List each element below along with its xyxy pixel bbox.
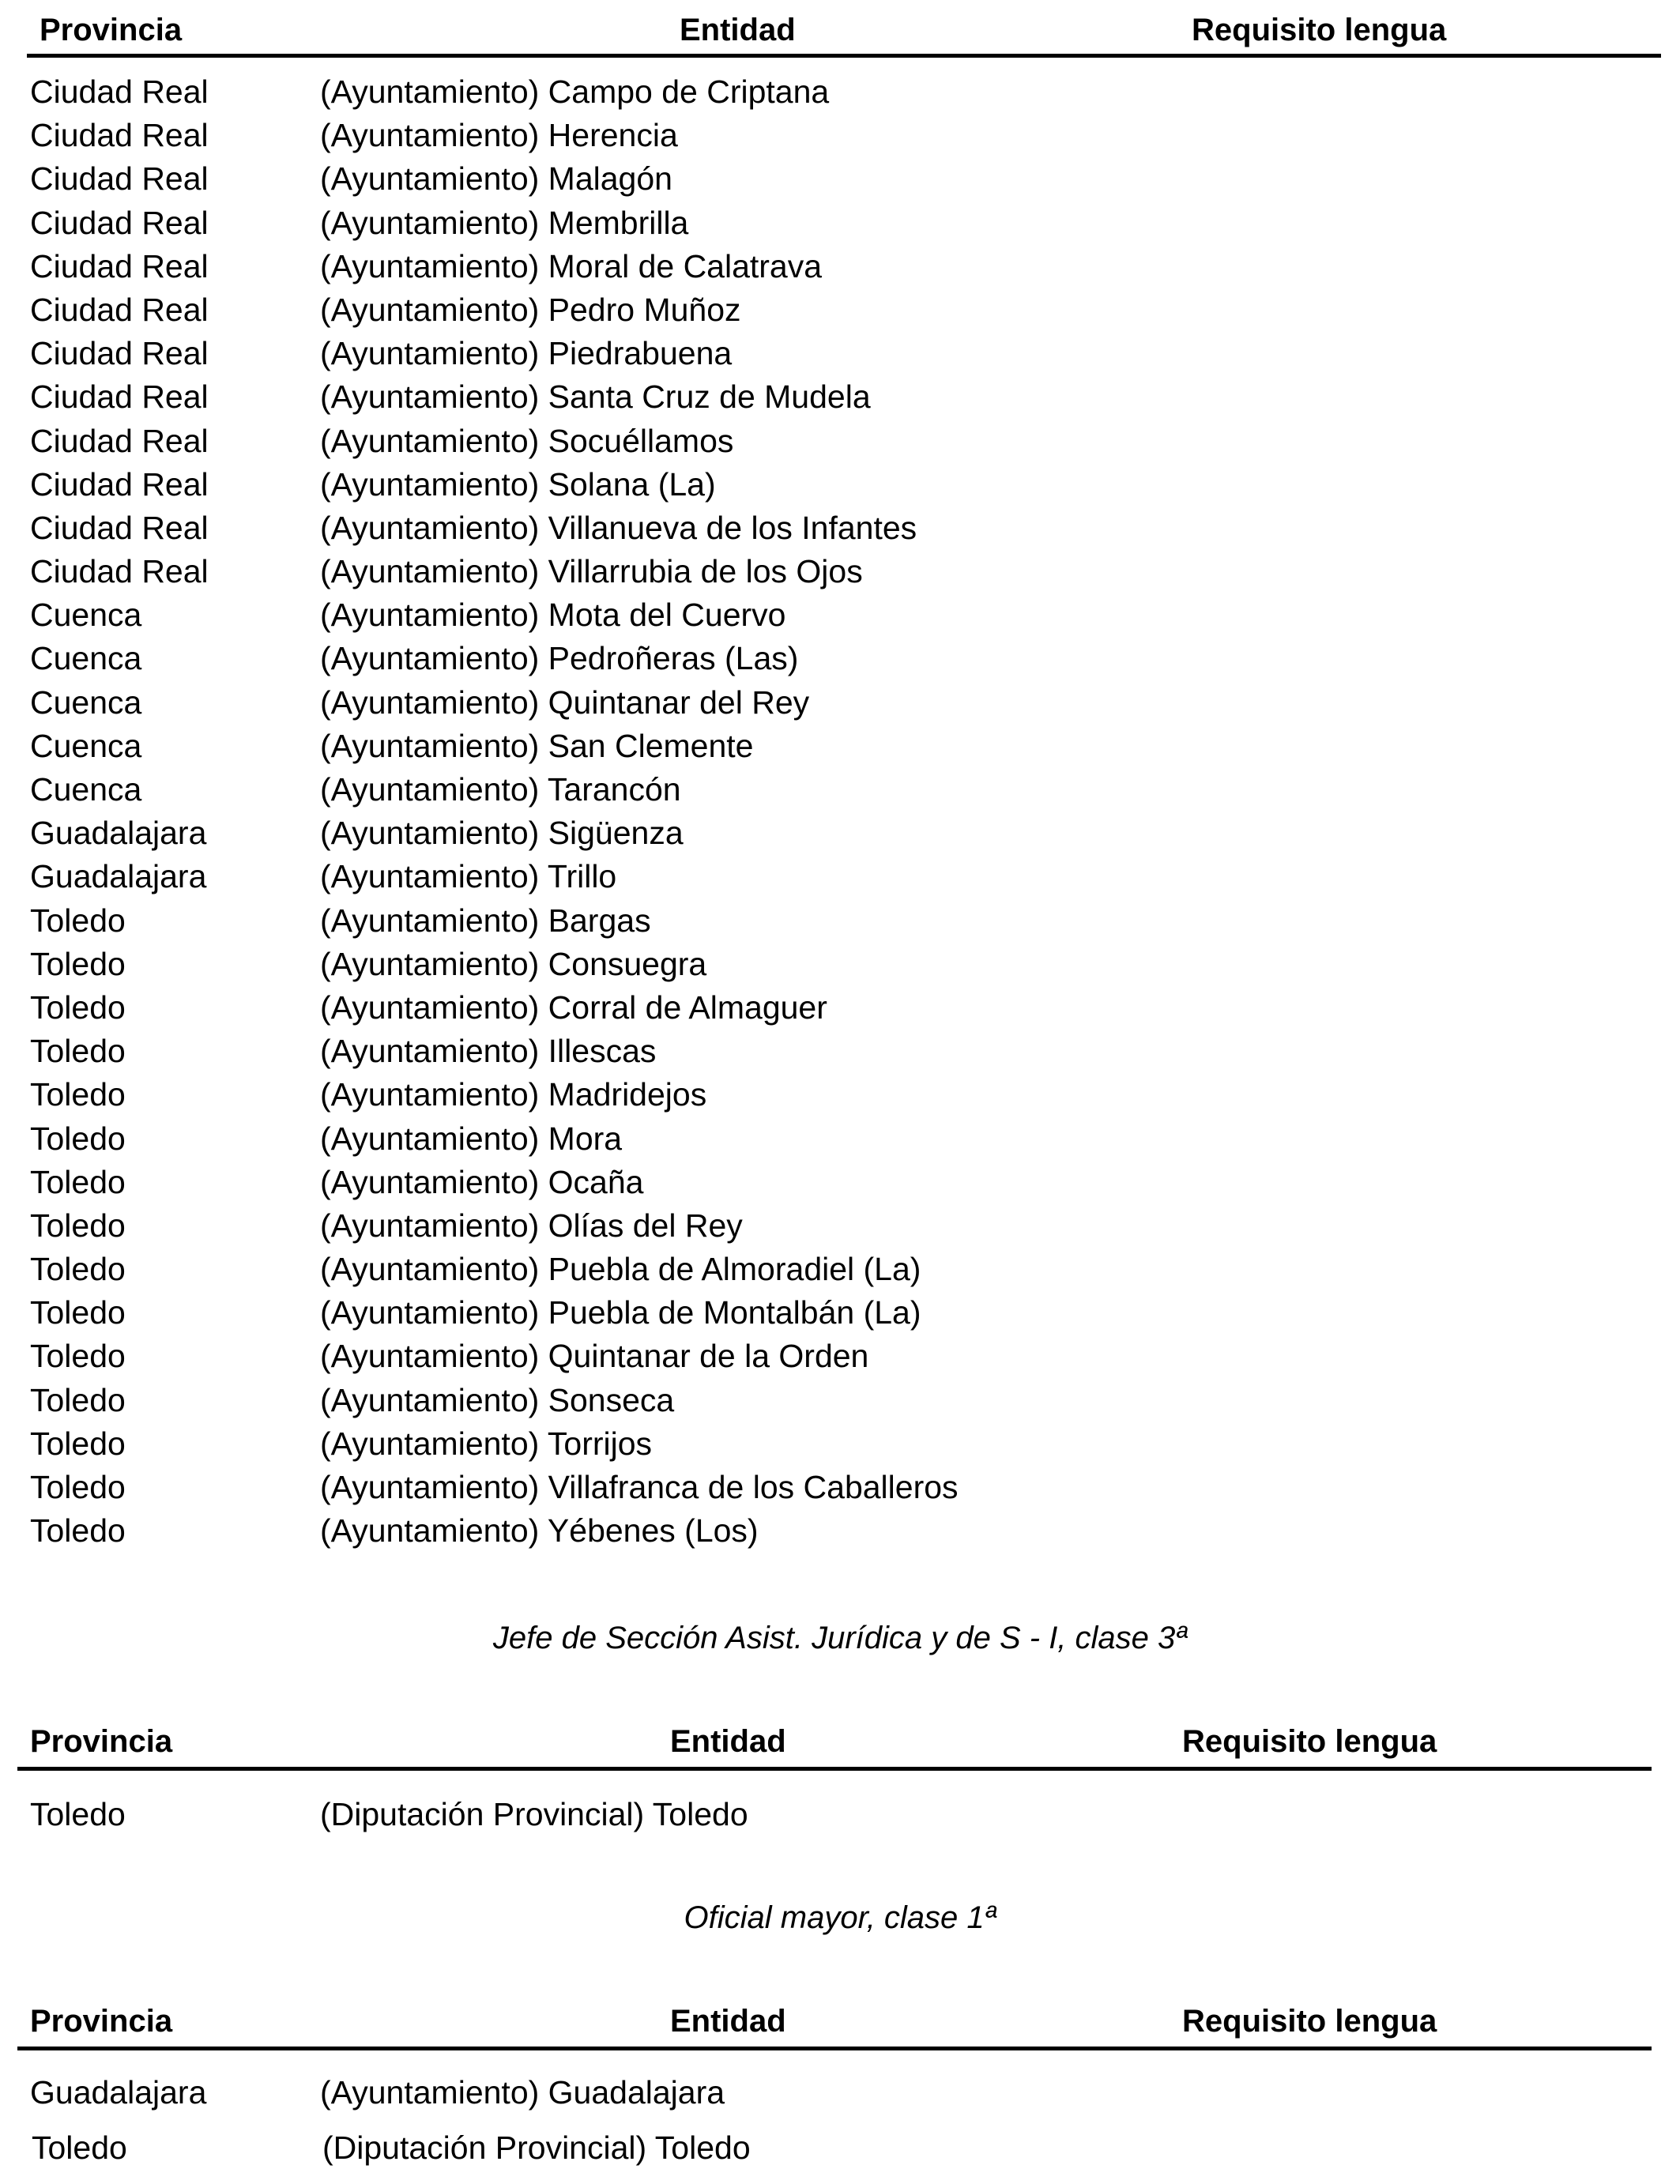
cell-entidad: (Ayuntamiento) Bargas <box>320 902 651 939</box>
cell-provincia: Ciudad Real <box>30 160 209 198</box>
header-rule <box>27 54 1661 58</box>
cell-entidad: (Ayuntamiento) Socuéllamos <box>320 422 734 459</box>
table-row <box>30 375 1680 419</box>
section-title: Jefe de Sección Asist. Jurídica y de S - I, clase 3ª <box>492 1621 1188 1655</box>
table-row <box>30 332 1680 375</box>
cell-entidad: (Ayuntamiento) Pedro Muñoz <box>320 291 741 328</box>
cell-provincia: Cuenca <box>30 683 142 721</box>
table-row <box>30 1422 1680 1466</box>
cell-provincia: Guadalajara <box>30 815 207 852</box>
table-row <box>30 1466 1680 1509</box>
table-row <box>30 899 1680 943</box>
table-row <box>30 70 1680 114</box>
cell-provincia: Ciudad Real <box>30 553 209 590</box>
table-row <box>30 1073 1680 1116</box>
cell-provincia: Ciudad Real <box>30 422 209 459</box>
header-rule <box>17 2047 1652 2050</box>
table-row <box>30 768 1680 811</box>
table-row <box>30 855 1680 898</box>
cell-entidad: (Ayuntamiento) Sonseca <box>320 1381 675 1418</box>
cell-provincia: Toledo <box>30 1381 126 1418</box>
cell-provincia: Ciudad Real <box>30 204 209 241</box>
column-header-provincia: Provincia <box>30 1724 173 1759</box>
cell-entidad: (Ayuntamiento) Membrilla <box>320 204 689 241</box>
cell-provincia: Toledo <box>30 1207 126 1244</box>
table-row <box>30 593 1680 637</box>
column-header-requisito: Requisito lengua <box>1192 13 1447 47</box>
table-row <box>30 157 1680 201</box>
table-row <box>30 114 1680 157</box>
cell-entidad: (Ayuntamiento) Malagón <box>320 160 672 198</box>
cell-entidad: (Ayuntamiento) Quintanar del Rey <box>320 683 810 721</box>
cell-entidad: (Ayuntamiento) Solana (La) <box>320 465 716 503</box>
cell-entidad: (Ayuntamiento) Torrijos <box>320 1425 653 1462</box>
cell-entidad: (Ayuntamiento) Trillo <box>320 858 617 895</box>
table-row <box>30 506 1680 550</box>
cell-provincia: Toledo <box>30 945 126 982</box>
table-row <box>30 1030 1680 1073</box>
cell-entidad: (Ayuntamiento) San Clemente <box>320 727 754 764</box>
column-header-provincia: Provincia <box>30 2004 173 2039</box>
cell-provincia: Ciudad Real <box>30 73 209 110</box>
table-row <box>30 550 1680 593</box>
cell-entidad: (Ayuntamiento) Campo de Criptana <box>320 73 830 110</box>
table-row <box>30 725 1680 768</box>
cell-entidad: (Ayuntamiento) Sigüenza <box>320 815 684 852</box>
table-row <box>30 288 1680 332</box>
cell-provincia: Toledo <box>30 1251 126 1288</box>
cell-entidad: (Ayuntamiento) Consuegra <box>320 945 707 982</box>
cell-entidad: (Ayuntamiento) Puebla de Montalbán (La) <box>320 1294 921 1331</box>
cell-entidad: (Ayuntamiento) Piedrabuena <box>320 335 733 372</box>
table-row <box>30 1291 1680 1335</box>
cell-provincia: Cuenca <box>30 597 142 634</box>
cell-entidad: (Ayuntamiento) Moral de Calatrava <box>320 247 823 284</box>
column-header-requisito: Requisito lengua <box>1182 2004 1437 2039</box>
cell-provincia: Toledo <box>30 1294 126 1331</box>
table-row <box>30 1248 1680 1291</box>
cell-entidad: (Ayuntamiento) Pedroñeras (Las) <box>320 640 799 677</box>
cell-entidad: (Ayuntamiento) Villanueva de los Infantes <box>320 509 917 546</box>
cell-provincia: Cuenca <box>30 640 142 677</box>
cell-entidad: (Ayuntamiento) Madridejos <box>320 1076 707 1113</box>
cell-entidad: (Ayuntamiento) Quintanar de la Orden <box>320 1338 869 1375</box>
cell-provincia: Ciudad Real <box>30 465 209 503</box>
cell-entidad: (Ayuntamiento) Illescas <box>320 1033 657 1070</box>
table-row <box>30 1161 1680 1204</box>
cell-provincia: Ciudad Real <box>30 247 209 284</box>
table-row <box>30 637 1680 680</box>
column-header-entidad: Entidad <box>670 2004 786 2039</box>
column-header-entidad: Entidad <box>680 13 796 47</box>
cell-provincia: Ciudad Real <box>30 509 209 546</box>
cell-provincia: Toledo <box>30 1425 126 1462</box>
cell-entidad: (Ayuntamiento) Tarancón <box>320 771 681 808</box>
table-row <box>30 811 1680 855</box>
table-body <box>30 70 1680 1553</box>
table-row <box>30 1117 1680 1161</box>
table-row <box>30 986 1680 1030</box>
cell-provincia: Ciudad Real <box>30 291 209 328</box>
cell-provincia: Cuenca <box>30 727 142 764</box>
table-row <box>30 1509 1680 1553</box>
table-row <box>30 681 1680 725</box>
table-row <box>30 1379 1680 1422</box>
table-row <box>30 245 1680 288</box>
cell-entidad: (Diputación Provincial) Toledo <box>320 1796 748 1832</box>
cell-provincia: Toledo <box>30 988 126 1026</box>
cell-provincia: Ciudad Real <box>30 378 209 416</box>
cell-provincia: Toledo <box>30 1163 126 1200</box>
table-row <box>30 463 1680 506</box>
cell-entidad: (Ayuntamiento) Ocaña <box>320 1163 644 1200</box>
table-row <box>30 1204 1680 1248</box>
cell-provincia: Toledo <box>30 1033 126 1070</box>
cell-provincia: Toledo <box>30 1469 126 1505</box>
cell-entidad: (Ayuntamiento) Villafranca de los Caballeros <box>320 1469 959 1505</box>
cell-entidad: (Ayuntamiento) Santa Cruz de Mudela <box>320 378 871 416</box>
cell-entidad: (Ayuntamiento) Mota del Cuervo <box>320 597 786 634</box>
column-header-requisito: Requisito lengua <box>1182 1724 1437 1759</box>
cell-provincia: Ciudad Real <box>30 117 209 154</box>
cell-provincia: Cuenca <box>30 771 142 808</box>
cell-provincia: Toledo <box>30 902 126 939</box>
cell-provincia: Toledo <box>30 1796 126 1832</box>
cell-entidad: (Diputación Provincial) Toledo <box>322 2129 751 2166</box>
cell-provincia: Guadalajara <box>30 858 207 895</box>
cell-provincia: Toledo <box>30 1512 126 1550</box>
cell-entidad: (Ayuntamiento) Yébenes (Los) <box>320 1512 759 1550</box>
cell-entidad: (Ayuntamiento) Guadalajara <box>320 2074 725 2111</box>
cell-entidad: (Ayuntamiento) Corral de Almaguer <box>320 988 827 1026</box>
cell-provincia: Toledo <box>30 1120 126 1157</box>
table-row <box>30 201 1680 245</box>
table-row <box>30 1335 1680 1378</box>
cell-entidad: (Ayuntamiento) Olías del Rey <box>320 1207 743 1244</box>
cell-entidad: (Ayuntamiento) Mora <box>320 1120 623 1157</box>
table-row <box>30 420 1680 463</box>
cell-entidad: (Ayuntamiento) Puebla de Almoradiel (La) <box>320 1251 921 1288</box>
cell-provincia: Toledo <box>32 2129 127 2166</box>
column-header-provincia: Provincia <box>40 13 183 47</box>
cell-entidad: (Ayuntamiento) Herencia <box>320 117 678 154</box>
section-title: Oficial mayor, clase 1ª <box>684 1900 996 1935</box>
cell-entidad: (Ayuntamiento) Villarrubia de los Ojos <box>320 553 863 590</box>
cell-provincia: Toledo <box>30 1338 126 1375</box>
header-rule <box>17 1767 1652 1771</box>
column-header-entidad: Entidad <box>670 1724 786 1759</box>
cell-provincia: Ciudad Real <box>30 335 209 372</box>
table-row <box>30 943 1680 986</box>
cell-provincia: Guadalajara <box>30 2074 207 2111</box>
cell-provincia: Toledo <box>30 1076 126 1113</box>
